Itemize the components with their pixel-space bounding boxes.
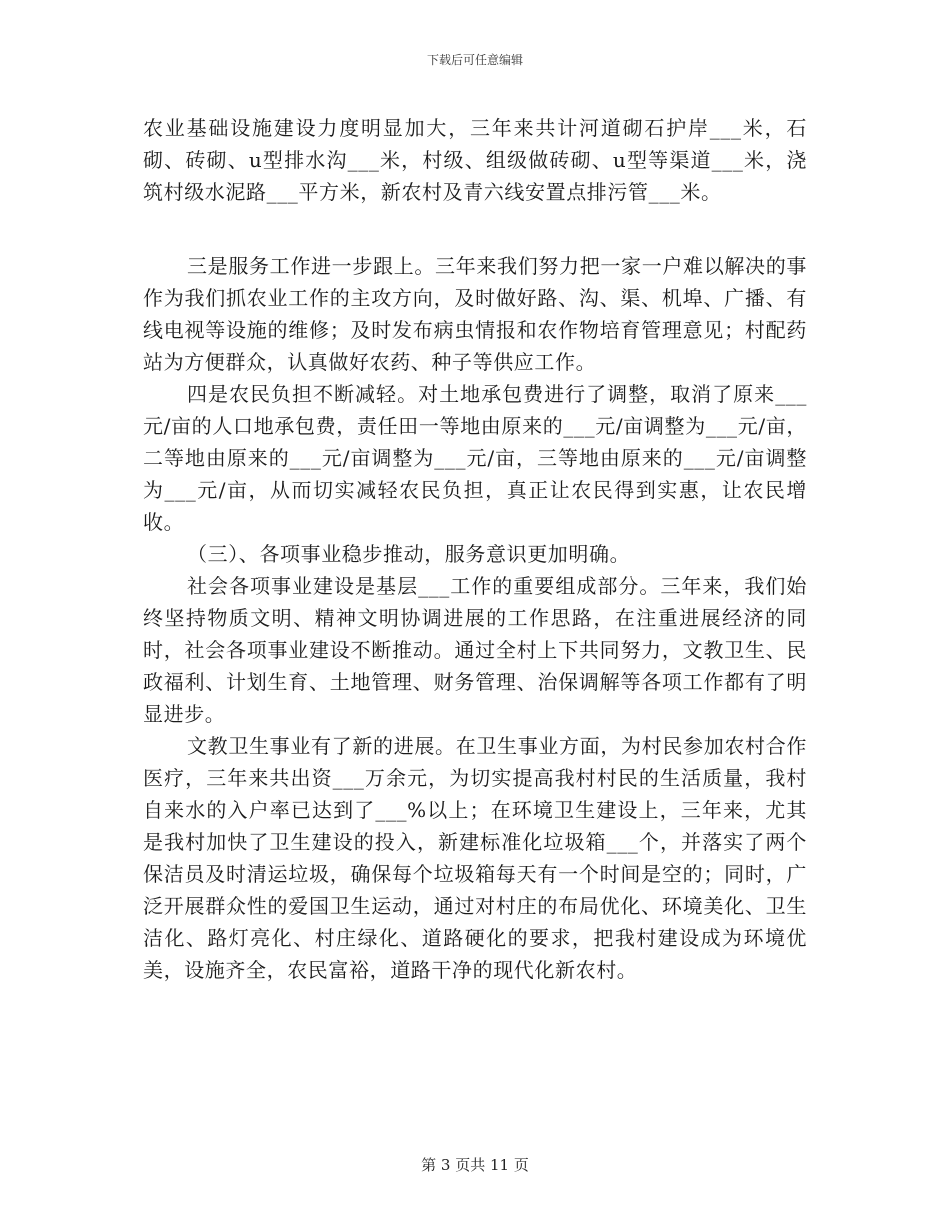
- paragraph-service-work: 三是服务工作进一步跟上。三年来我们努力把一家一户难以解决的事作为我们抓农业工作的主攻方向，及时做好路、沟、渠、机埠、广播、有线电视等设施的维修；及时发布病虫情报和农作物培育管理意见；村配药站为方便群众，认真做好农药、种子等供应工作。: [143, 254, 807, 374]
- paragraph-culture-health: 文教卫生事业有了新的进展。在卫生事业方面，为村民参加农村合作医疗，三年来共出资___万余元，为切实提高我村村民的生活质量，我村自来水的入户率已达到了___%以上；在环境卫生建设上，三年来，尤其是我村加快了卫生建设的投入，新建标准化垃圾箱___个，并落实了两个保洁员及时清运垃圾，确保每个垃圾箱每天有一个时间是空的；同时，广泛开展群众性的爱国卫生运动，通过对村庄的布局优化、环境美化、卫生洁化、路灯亮化、村庄绿化、道路硬化的要求，把我村建设成为环境优美，设施齐全，农民富裕，道路干净的现代化新农村。: [143, 734, 807, 982]
- page-header: 下载后可任意编辑: [426, 53, 523, 67]
- paragraph-infrastructure: 农业基础设施建设力度明显加大，三年来共计河道砌石护岸___米，石砌、砖砌、u型排水沟___米，村级、组级做砖砌、u型等渠道___米，浇筑村级水泥路___平方米，新农村及青六线安置点排污管___米。: [143, 116, 807, 204]
- section-heading-3: （三）、各项事业稳步推动，服务意识更加明确。: [187, 542, 631, 566]
- paragraph-farmer-burden: 四是农民负担不断减轻。对土地承包费进行了调整，取消了原来___元/亩的人口地承包费，责任田一等地由原来的___元/亩调整为___元/亩，二等地由原来的___元/亩调整为___元/亩，三等地由原来的___元/亩调整为___元/亩，从而切实减轻农民负担，真正让农民得到实惠，让农民增收。: [143, 382, 807, 534]
- page-number-footer: 第 3 页共 11 页: [421, 1156, 529, 1174]
- document-body: [143, 112, 807, 986]
- paragraph-gap: [143, 208, 807, 250]
- paragraph-social-undertakings: 社会各项事业建设是基层___工作的重要组成部分。三年来，我们始终坚持物质文明、精神文明协调进展的工作思路，在注重进展经济的同时，社会各项事业建设不断推动。通过全村上下共同努力，文教卫生、民政福利、计划生育、土地管理、财务管理、治保调解等各项工作都有了明显进步。: [143, 574, 807, 726]
